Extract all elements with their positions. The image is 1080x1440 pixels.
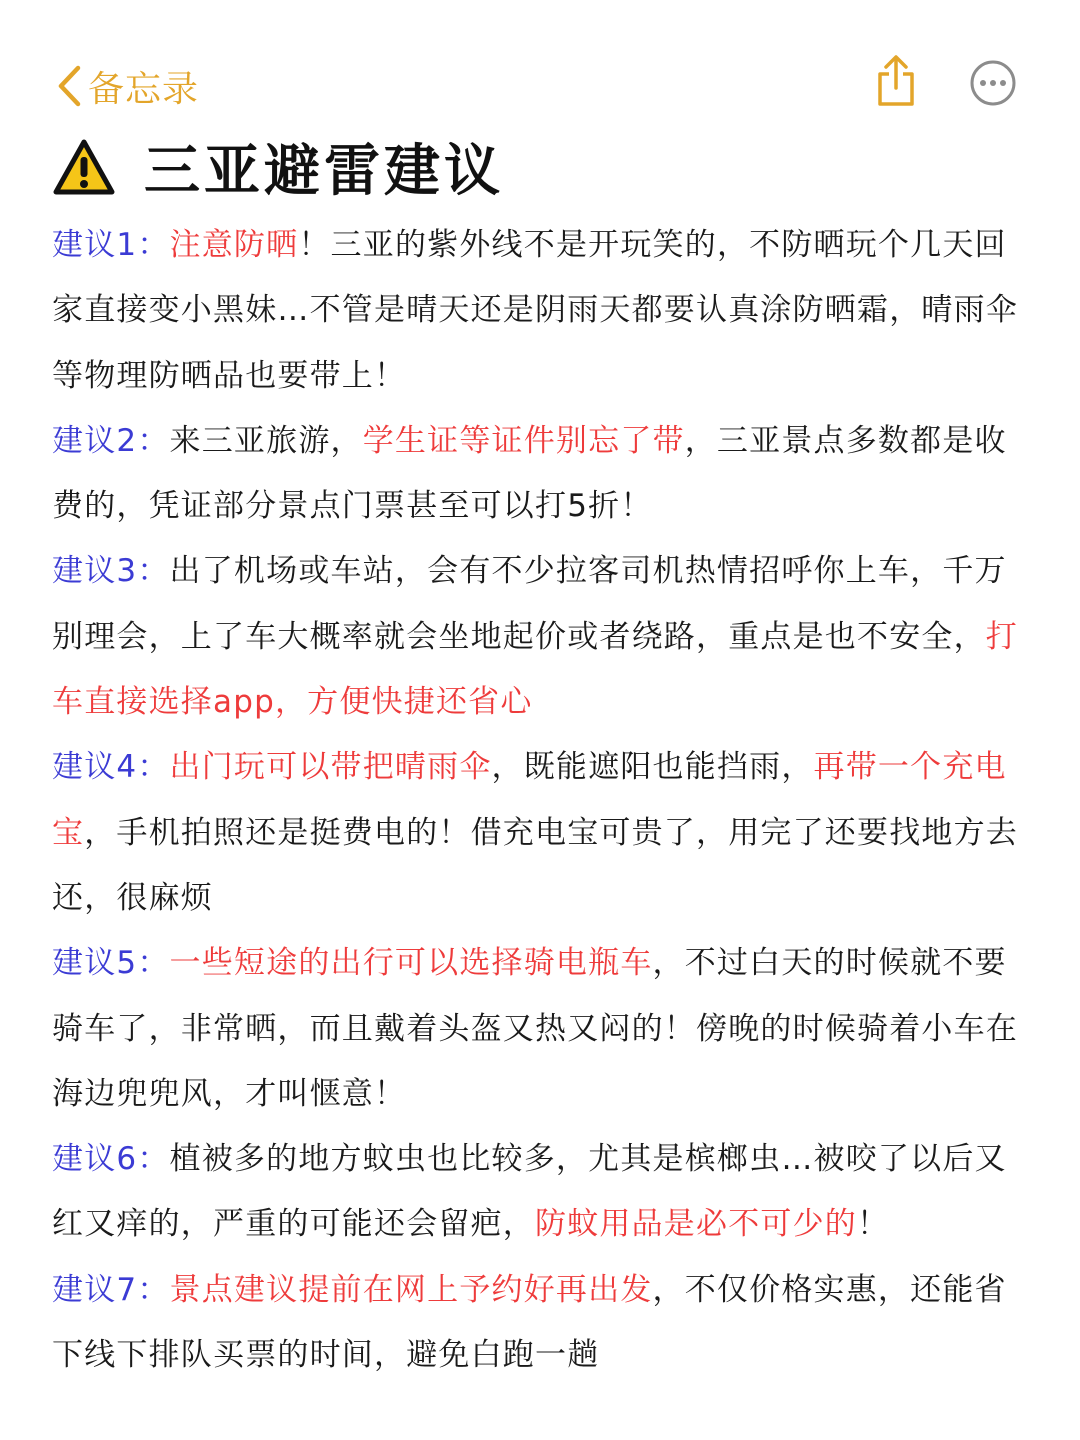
body-text: ，不仅价格实惠，还能省下线下排队买票的时间，避免白跑一趟 [52,1271,1007,1374]
body-text: 出了机场或车站，会有不少拉客司机热情招呼你上车，千万别理会，上了车大概率就会坐地起价或者绕路，重点是也不安全， [52,553,1007,655]
suggestion-3 [52,539,1037,735]
suggestion-6 [52,1127,1037,1258]
page-title: 三亚避雷建议 [144,139,504,204]
navigation-bar [0,0,1080,130]
suggestion-4 [52,735,1037,931]
suggestion-2 [52,409,1037,540]
body-text: 植被多的地方蚊虫也比较多，尤其是槟榔虫…被咬了以后又红又痒的，严重的可能还会留疤， [52,1141,1007,1243]
share-button[interactable] [872,54,920,108]
note-body [52,213,1037,1388]
suggestion-1 [52,213,1037,409]
warning-icon [52,138,116,196]
suggestion-label: 建议3： [52,553,170,590]
body-text: ！三亚的紫外线不是开玩笑的，不防晒玩个几天回家直接变小黑妹…不管是晴天还是阴雨天都要认真涂防晒霜，晴雨伞等物理防晒品也要带上！ [52,227,1018,394]
more-button[interactable] [968,58,1018,108]
body-text: ，既能遮阳也能挡雨， [491,749,814,786]
body-text: ，手机拍照还是挺费电的！借充电宝可贵了，用完了还要找地方去还，很麻烦 [52,814,1018,916]
back-button[interactable] [56,58,199,114]
suggestion-label: 建议6： [52,1141,170,1178]
body-text: ，不过白天的时候就不要骑车了，非常晒，而且戴着头盔又热又闷的！傍晚的时候骑着小车在海边兜兜风，才叫惬意！ [52,945,1018,1112]
suggestion-label: 建议7： [52,1271,170,1308]
body-text: ，三亚景点多数都是收费的，凭证部分景点门票甚至可以打5折！ [52,422,1007,525]
highlight-text: 再带一个充电宝 [52,749,1007,851]
back-label: 备忘录 [88,68,200,110]
highlight-text: 一些短途的出行可以选择骑电瓶车 [169,945,653,982]
suggestion-label: 建议2： [52,422,170,459]
chevron-left-icon [56,64,82,108]
highlight-text: 打车直接选择app，方便快捷还省心 [52,618,1018,721]
share-icon [872,54,920,108]
highlight-text: 学生证等证件别忘了带 [362,422,685,459]
highlight-text: 注意防晒 [169,227,299,263]
suggestion-5 [52,931,1037,1127]
highlight-text: 景点建议提前在网上予约好再出发 [169,1271,653,1308]
suggestion-label: 建议4： [52,749,170,786]
highlight-text: 防蚊用品是必不可少的 [535,1206,857,1243]
suggestion-label: 建议5： [52,945,170,982]
more-icon [968,58,1018,108]
note-title-row [52,132,504,202]
suggestion-7 [52,1258,1037,1389]
body-text: 来三亚旅游， [169,422,363,459]
highlight-text: 出门玩可以带把晴雨伞 [169,749,492,786]
body-text: ！ [857,1206,890,1243]
suggestion-label: 建议1： [52,227,170,263]
